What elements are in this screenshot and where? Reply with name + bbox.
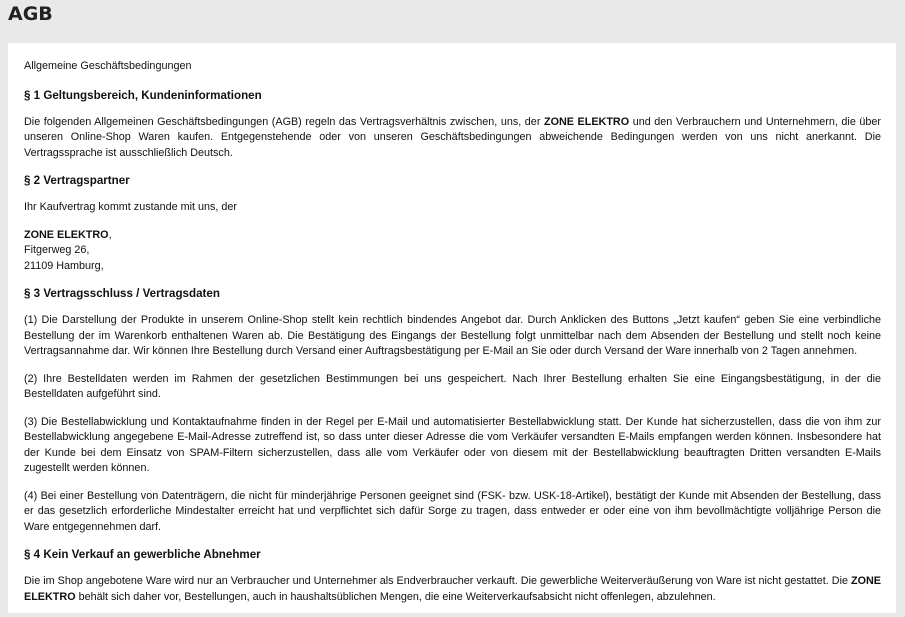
section-1-text-b: und den Verbrauchern und Unternehmern, die über unseren Online-Shop Waren kaufen. Entgegenstehende oder von unseren Geschäftsbedingungen abweichende Bedingungen werden von uns nicht anerkannt. Die Vertragssprache ist ausschließlich Deutsch. (24, 115, 881, 159)
company-name-suffix: , (108, 228, 112, 241)
terms-intro: Allgemeine Geschäftsbedingungen (24, 60, 192, 72)
section-2-text: Ihr Kaufvertrag kommt zustande mit uns, der (24, 201, 238, 213)
address-city: 21109 Hamburg, (24, 259, 104, 272)
company-name: ZONE ELEKTRO (24, 575, 881, 603)
section-1-text-a: Die folgenden Allgemeinen Geschäftsbedingungen (AGB) regeln das Vertragsverhältnis zwischen, uns, der (24, 115, 544, 128)
section-3-heading: § 3 Vertragsschluss / Vertragsdaten (24, 287, 220, 300)
company-name: ZONE ELEKTRO (24, 228, 109, 241)
section-3-paragraph-1: (1) Die Darstellung der Produkte in unserem Online-Shop stellt kein rechtlich bindendes Angebot dar. Durch Anklicken des Buttons „Jetzt kaufen“ geben Sie eine verbindliche Bestellung der im Warenkorb enthaltenen Waren ab. Die Bestätigung des Eingangs der Bestellung folgt unmittelbar nach dem Absenden der Bestellung und stellt noch keine Vertragsannahme dar. Wir können Ihre Bestellung durch Versand einer Auftragsbestätigung per E-Mail an Sie oder durch Versand der Ware innerhalb von 2 Tagen annehmen. (24, 314, 881, 357)
section-4-text-b: behält sich daher vor, Bestellungen, auch in haushaltsüblichen Mengen, die eine Weiterverkaufsabsicht nicht offenlegen, abzulehnen. (75, 590, 716, 603)
terms-content (24, 59, 881, 617)
section-4-heading: § 4 Kein Verkauf an gewerbliche Abnehmer (24, 548, 261, 561)
page-title: AGB (8, 3, 53, 25)
section-1-heading: § 1 Geltungsbereich, Kundeninformationen (24, 88, 262, 102)
company-address (24, 228, 881, 275)
section-3-paragraph-2: (2) Ihre Bestelldaten werden im Rahmen der gesetzlichen Bestimmungen bei uns gespeichert. Nach Ihrer Bestellung erhalten Sie eine Eingangsbestätigung, in der die Bestelldaten aufgeführt sind. (24, 372, 881, 400)
section-4-text-a: Die im Shop angebotene Ware wird nur an Verbraucher und Unternehmer als Endverbraucher verkauft. Die gewerbliche Weiterveräußerung von Ware ist nicht gestattet. Die (24, 575, 851, 587)
section-3-paragraph-3: (3) Die Bestellabwicklung und Kontaktaufnahme finden in der Regel per E-Mail und automatisierter Bestellabwicklung statt. Der Kunde hat sicherzustellen, dass die von ihm zur Bestellabwicklung angegebene E-Mail-Adresse zutreffend ist, so dass unter dieser Adresse die vom Verkäufer versandten E-Mails empfangen werden können. Insbesondere hat der Kunde bei dem Einsatz von SPAM-Filtern sicherzustellen, dass alle vom Verkäufer oder von diesem mit der Bestellabwicklung beauftragten Dritten versandten E-Mails zugestellt werden können. (24, 415, 881, 474)
company-name: ZONE ELEKTRO (543, 115, 630, 128)
section-2-heading: § 2 Vertragspartner (24, 174, 130, 187)
address-street: Fitgerweg 26, (24, 244, 90, 256)
terms-panel (8, 43, 896, 613)
section-1-text (24, 115, 881, 162)
section-4-text (24, 574, 881, 605)
section-3-paragraph-4: (4) Bei einer Bestellung von Datenträgern, die nicht für minderjährige Personen geeignet sind (FSK- bzw. USK-18-Artikel), bestätigt der Kunde mit Absenden der Bestellung, dass er das gesetzlich erforderliche Mindestalter erreicht hat und verpflichtet sich dafür Sorge zu tragen, dass entweder er oder eine von ihm bevollmächtigte volljährige Person die Ware entgegennehmen darf. (24, 489, 881, 533)
